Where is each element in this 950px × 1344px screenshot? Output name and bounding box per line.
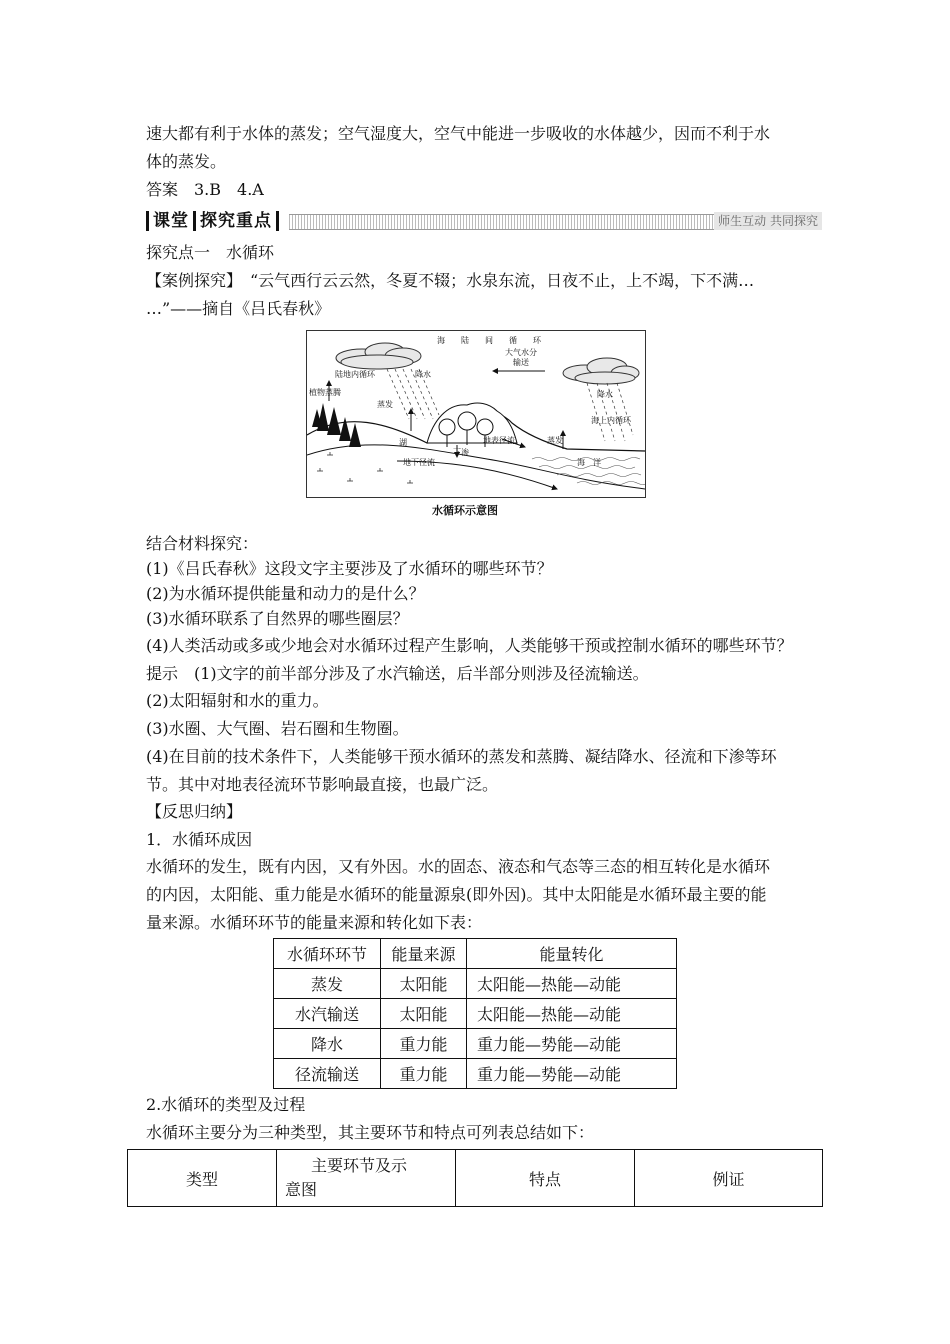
banner-title [146,210,279,232]
hint-line: (3)水圈、大气圈、岩石圈和生物圈。 [146,719,409,738]
label-evaporation: 蒸发 [377,400,393,409]
subheading: 1．水循环成因 [146,830,253,849]
table-header-cell: 能量来源 [381,939,467,969]
case-line: …”——摘自《吕氏春秋》 [146,299,331,318]
label-surface-runoff: 地表径流 [483,436,515,445]
banner-title-part: 课堂 [146,211,193,231]
label-infiltration: 下渗 [453,448,469,457]
table-cell: 降水 [274,1029,381,1059]
question-line: (1)《吕氏春秋》这段文字主要涉及了水循环的哪些环节？ [146,559,553,578]
label-evaporation: 蒸发 [547,436,563,445]
rain-left [387,369,439,419]
section-heading: 探究点一 水循环 [146,243,275,262]
label-precipitation: 降水 [415,370,431,379]
table-header-cell: 水循环环节 [274,939,381,969]
hint-line: (4)在目前的技术条件下，人类能够干预水循环的蒸发和蒸腾、凝结降水、径流和下渗等环 [146,747,777,766]
table-row [274,999,677,1029]
table-header-cell: 特点 [456,1150,635,1207]
paragraph-line: 速大都有利于水体的蒸发；空气湿度大，空气中能进一步吸收的水体越少，因而不利于水 [146,124,771,143]
table-row [274,1059,677,1089]
case-line: 【案例探究】 “云气西行云云然，冬夏不辍；水泉东流，日夜不止，上不竭，下不满… [146,271,755,290]
hint-line: (2)太阳辐射和水的重力。 [146,691,329,710]
banner-title-part: 探究重点 [193,211,276,231]
table-header-text: 意图 [285,1180,318,1199]
table-row [274,969,677,999]
paragraph-line: 水循环的发生，既有内因，又有外因。水的固态、液态和气态等三态的相互转化是水循环 [146,857,771,876]
table-header-cell: 能量转化 [467,939,677,969]
cloud-left-icon [336,343,421,369]
table-cell: 太阳能—热能—动能 [467,969,677,999]
label-sea-cycle: 海上内循环 [591,416,631,425]
answer-line: 答案 3.B 4.A [146,180,264,199]
hint-line: 节。其中对地表径流环节影响最直接，也最广泛。 [146,775,499,794]
table-row [274,1029,677,1059]
table-header-text: 主要环节及示 [311,1156,408,1175]
table-header-cell [277,1150,456,1207]
subheading: 【反思归纳】 [146,802,243,821]
table-cell: 重力能—势能—动能 [467,1059,677,1089]
question-line: (4)人类活动或多或少地会对水循环过程产生影响，人类能够干预或控制水循环的哪些环节？ [146,636,793,655]
table-cell: 径流输送 [274,1059,381,1089]
table-header-row [128,1150,823,1207]
label-vapor-transport: 大气水分 [505,348,537,357]
question-line: (3)水循环联系了自然界的哪些圈层？ [146,609,409,628]
table-header-cell: 类型 [128,1150,277,1207]
label-lake: 湖 [399,438,407,447]
label-transpiration: 植物蒸腾 [309,388,341,397]
table-cell: 太阳能—热能—动能 [467,999,677,1029]
label-land-cycle: 陆地内循环 [335,370,375,379]
table-cell: 水汽输送 [274,999,381,1029]
trees-icon [312,403,361,447]
table-header-cell: 例证 [635,1150,823,1207]
label-groundwater-runoff: 地下径流 [403,458,435,467]
table-cell: 重力能 [381,1059,467,1089]
paragraph-line: 水循环主要分为三种类型，其主要环节和特点可列表总结如下： [146,1123,595,1142]
water-cycle-diagram [306,330,646,498]
banner-hatch-decoration [289,214,720,230]
section-banner [146,208,822,234]
label-ocean: 海 洋 [577,458,601,467]
table-cell: 重力能 [381,1029,467,1059]
table-cell: 蒸发 [274,969,381,999]
question-line: 结合材料探究： [146,534,259,553]
paragraph-line: 体的蒸发。 [146,152,227,171]
question-line: (2)为水循环提供能量和动力的是什么？ [146,584,425,603]
banner-subtitle: 师生互动 共同探究 [714,212,822,230]
label-sea-land-cycle: 海 陆 间 循 环 [437,336,541,345]
hint-line: 提示 (1)文字的前半部分涉及了水汽输送，后半部分则涉及径流输送。 [146,664,649,683]
paragraph-line: 的内因，太阳能、重力能是水循环的能量源泉(即外因)。其中太阳能是水循环最主要的能 [146,885,767,904]
label-vapor-transport: 输送 [513,358,529,367]
table-cell: 太阳能 [381,999,467,1029]
table-cell: 重力能—势能—动能 [467,1029,677,1059]
table-cell: 太阳能 [381,969,467,999]
label-precipitation: 降水 [597,390,613,399]
paragraph-line: 量来源。水循环环节的能量来源和转化如下表： [146,913,483,932]
cloud-right-icon [563,358,639,384]
table-header-row [274,939,677,969]
subheading: 2.水循环的类型及过程 [146,1095,306,1114]
figure-caption: 水循环示意图 [432,504,498,517]
energy-table [273,938,677,1089]
soil-marks [317,452,413,483]
cycle-types-table [127,1149,823,1207]
